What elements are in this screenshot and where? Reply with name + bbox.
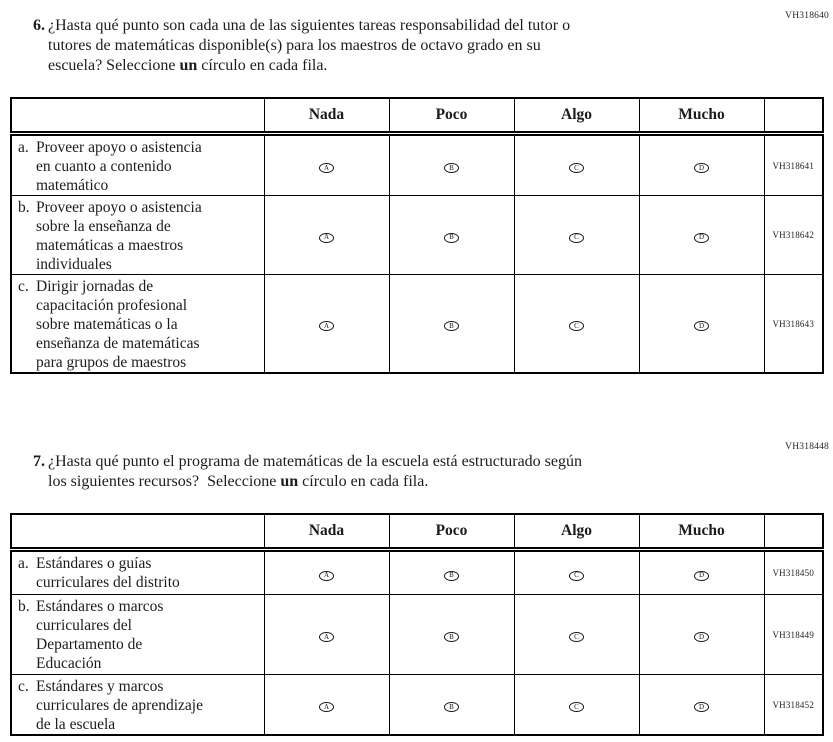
row-letter: a. — [18, 139, 29, 156]
row-label-cell — [11, 275, 264, 374]
question-7-line-1: ¿Hasta qué punto el programa de matemáticas de la escuela está estructurado según — [48, 453, 582, 470]
question-7-bold-word: un — [280, 473, 299, 490]
answer-bubble-a[interactable]: A — [319, 233, 334, 243]
answer-bubble-b[interactable]: B — [444, 702, 459, 712]
option-cell-nada — [264, 595, 389, 675]
row-label-line: sobre matemáticas o la — [36, 316, 178, 333]
row-label-line: Estándares y marcos — [36, 678, 164, 695]
table-row — [11, 134, 823, 196]
option-cell-poco — [389, 595, 514, 675]
answer-bubble-d[interactable]: D — [694, 233, 709, 243]
answer-bubble-d[interactable]: D — [694, 571, 709, 581]
option-cell-nada — [264, 196, 389, 275]
header-nada: Nada — [264, 98, 389, 134]
table-header-row — [11, 514, 823, 550]
row-label-line: Educación — [36, 655, 102, 672]
row-letter: c. — [18, 678, 29, 695]
question-6-line-3-prefix: escuela? Seleccione — [48, 57, 180, 74]
header-empty-corner — [11, 98, 264, 134]
answer-bubble-b[interactable]: B — [444, 571, 459, 581]
option-cell-nada — [264, 275, 389, 374]
row-label — [36, 554, 260, 592]
answer-bubble-a[interactable]: A — [319, 571, 334, 581]
header-algo: Algo — [514, 514, 639, 550]
option-cell-poco — [389, 134, 514, 196]
question-6 — [33, 16, 570, 76]
row-code: VH318452 — [764, 675, 823, 736]
header-poco: Poco — [389, 98, 514, 134]
row-letter: a. — [18, 555, 29, 572]
row-label-line: capacitación profesional — [36, 297, 188, 314]
row-label-cell — [11, 595, 264, 675]
row-label — [36, 198, 260, 274]
header-algo: Algo — [514, 98, 639, 134]
option-cell-algo — [514, 675, 639, 736]
question-6-line-2: tutores de matemáticas disponible(s) para los maestros de octavo grado en su — [48, 37, 541, 54]
row-label-line: matemáticas a maestros — [36, 237, 184, 254]
row-label — [36, 277, 260, 372]
answer-bubble-c[interactable]: C — [569, 702, 584, 712]
row-code: VH318643 — [764, 275, 823, 374]
row-label-line: enseñanza de matemáticas — [36, 335, 200, 352]
table-header-row — [11, 98, 823, 134]
row-code: VH318642 — [764, 196, 823, 275]
question-7-text — [48, 452, 582, 492]
option-cell-mucho — [639, 196, 764, 275]
question-7 — [33, 452, 582, 492]
answer-bubble-a[interactable]: A — [319, 321, 334, 331]
row-label-line: curriculares del distrito — [36, 574, 180, 591]
row-letter: b. — [18, 598, 30, 615]
row-label-cell — [11, 196, 264, 275]
row-label-line: en cuanto a contenido — [36, 158, 172, 175]
option-cell-mucho — [639, 275, 764, 374]
answer-bubble-b[interactable]: B — [444, 321, 459, 331]
row-code: VH318450 — [764, 550, 823, 595]
row-label-line: curriculares de aprendizaje — [36, 697, 203, 714]
option-cell-algo — [514, 196, 639, 275]
row-label-line: Proveer apoyo o asistencia — [36, 139, 202, 156]
question-6-line-3-suffix: círculo en cada fila. — [197, 57, 328, 74]
answer-bubble-c[interactable]: C — [569, 321, 584, 331]
option-cell-nada — [264, 675, 389, 736]
row-label-line: matemático — [36, 177, 109, 194]
row-label-cell — [11, 134, 264, 196]
question-7-code: VH318448 — [785, 442, 829, 452]
answer-bubble-d[interactable]: D — [694, 163, 709, 173]
question-6-line-3 — [48, 56, 570, 76]
header-mucho: Mucho — [639, 514, 764, 550]
header-empty-code — [764, 514, 823, 550]
option-cell-mucho — [639, 550, 764, 595]
row-label-line: Estándares o marcos — [36, 598, 164, 615]
answer-bubble-b[interactable]: B — [444, 632, 459, 642]
question-7-line-2-prefix: los siguientes recursos? Seleccione — [48, 473, 281, 490]
option-cell-poco — [389, 675, 514, 736]
answer-bubble-b[interactable]: B — [444, 163, 459, 173]
answer-bubble-b[interactable]: B — [444, 233, 459, 243]
table-row — [11, 196, 823, 275]
option-cell-nada — [264, 134, 389, 196]
option-cell-poco — [389, 275, 514, 374]
question-6-table — [10, 97, 824, 374]
row-label — [36, 597, 260, 673]
answer-bubble-a[interactable]: A — [319, 163, 334, 173]
table-row — [11, 550, 823, 595]
answer-bubble-c[interactable]: C — [569, 233, 584, 243]
question-6-number: 6. — [33, 17, 45, 34]
option-cell-algo — [514, 275, 639, 374]
answer-bubble-d[interactable]: D — [694, 702, 709, 712]
table-row — [11, 275, 823, 374]
row-label-line: curriculares del — [36, 617, 132, 634]
header-nada: Nada — [264, 514, 389, 550]
question-6-line-1: ¿Hasta qué punto son cada una de las siguientes tareas responsabilidad del tutor o — [48, 17, 571, 34]
option-cell-algo — [514, 134, 639, 196]
answer-bubble-c[interactable]: C — [569, 163, 584, 173]
header-empty-code — [764, 98, 823, 134]
row-label — [36, 138, 260, 195]
question-6-bold-word: un — [179, 57, 198, 74]
option-cell-mucho — [639, 675, 764, 736]
option-cell-poco — [389, 550, 514, 595]
row-label-line: Dirigir jornadas de — [36, 278, 154, 295]
option-cell-poco — [389, 196, 514, 275]
header-empty-corner — [11, 514, 264, 550]
answer-bubble-d[interactable]: D — [694, 321, 709, 331]
option-cell-mucho — [639, 134, 764, 196]
table-row — [11, 675, 823, 736]
row-label-line: Estándares o guías — [36, 555, 152, 572]
header-mucho: Mucho — [639, 98, 764, 134]
table-row — [11, 595, 823, 675]
row-label-line: Proveer apoyo o asistencia — [36, 199, 202, 216]
row-letter: b. — [18, 199, 30, 216]
option-cell-algo — [514, 595, 639, 675]
row-code: VH318641 — [764, 134, 823, 196]
answer-bubble-d[interactable]: D — [694, 632, 709, 642]
question-6-code: VH318640 — [785, 11, 829, 21]
row-letter: c. — [18, 278, 29, 295]
row-label-line: individuales — [36, 256, 112, 273]
question-7-line-2 — [48, 472, 582, 492]
option-cell-nada — [264, 550, 389, 595]
row-label-cell — [11, 675, 264, 736]
answer-bubble-c[interactable]: C — [569, 632, 584, 642]
answer-bubble-a[interactable]: A — [319, 702, 334, 712]
question-6-text — [48, 16, 570, 76]
row-label-line: para grupos de maestros — [36, 354, 187, 371]
row-label-line: Departamento de — [36, 636, 143, 653]
row-label-cell — [11, 550, 264, 595]
question-7-line-2-suffix: círculo en cada fila. — [298, 473, 429, 490]
question-7-table — [10, 513, 824, 736]
answer-bubble-a[interactable]: A — [319, 632, 334, 642]
answer-bubble-c[interactable]: C — [569, 571, 584, 581]
row-code: VH318449 — [764, 595, 823, 675]
header-poco: Poco — [389, 514, 514, 550]
question-7-number: 7. — [33, 453, 45, 470]
option-cell-mucho — [639, 595, 764, 675]
option-cell-algo — [514, 550, 639, 595]
row-label-line: de la escuela — [36, 716, 116, 733]
row-label — [36, 677, 260, 734]
row-label-line: sobre la enseñanza de — [36, 218, 171, 235]
